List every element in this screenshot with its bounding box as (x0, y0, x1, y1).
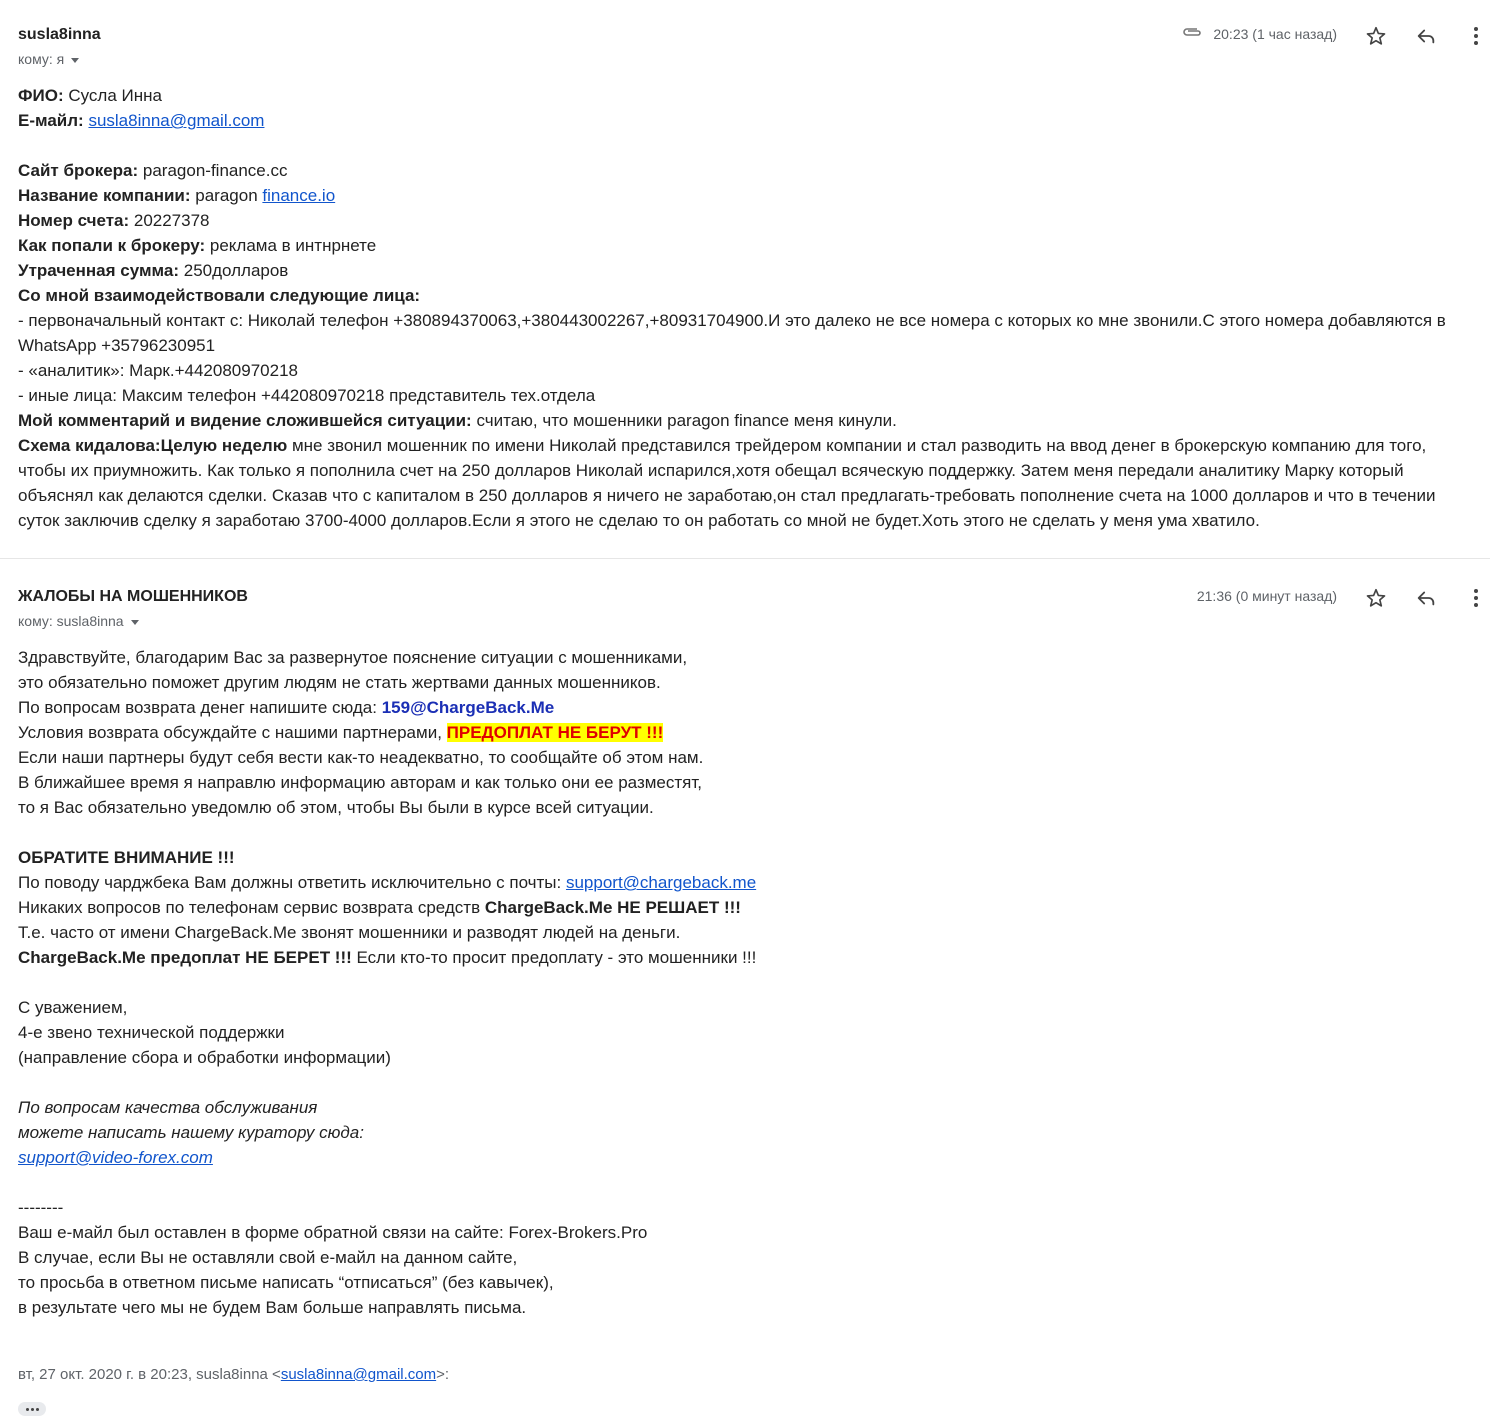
message-divider (0, 558, 1490, 559)
message-2 (0, 560, 1505, 1420)
line-contacts-heading: Со мной взаимодействовали следующие лица: (18, 286, 421, 305)
line-amount: Утраченная сумма: 250долларов (18, 261, 289, 280)
separator-line: -------- (18, 1198, 64, 1217)
email-link[interactable]: susla8inna@gmail.com (88, 111, 265, 130)
footer-line: то просьба в ответном письме написать “отписаться” (без кавычек), (18, 1273, 554, 1292)
chevron-down-icon (71, 58, 79, 63)
chargeback-email-link[interactable]: 159@ChargeBack.Me (381, 698, 555, 717)
sender-name[interactable]: ЖАЛОБЫ НА МОШЕННИКОВ (18, 588, 248, 605)
line-broker-site: Сайт брокера: paragon-finance.cc (18, 161, 288, 180)
line-scheme: Схема кидалова:Целую неделю мне звонил мошенник по имени Николай представился трейдером компании и стал разводить на ввод денег в брокерскую компанию для того, чтобы их приумножить. Как только я пополнила счет на 250 долларов Николай испарился,хотя обещал всяческую поддержку. Затем меня передали аналитику Марку который объяснял как делаются сделки. Сказав что с капиталом в 250 долларов я ничего не заработаю,он стал предлагать-требовать пополнение счета на 1000 долларов и что в течении суток заключив сделку я заработаю 3700-4000 долларов.Если я этого не сделаю то он работать со мной не будет.Хоть этого не сделать у меня ума хватило. (18, 436, 1436, 530)
quoted-email-link[interactable]: susla8inna@gmail.com (280, 1366, 437, 1383)
support-chargeback-link[interactable]: support@chargeback.me (565, 873, 757, 892)
company-link[interactable]: finance.io (262, 186, 336, 205)
message-1-body (18, 83, 1478, 533)
reply-icon[interactable] (1412, 22, 1440, 50)
chevron-down-icon (131, 620, 139, 625)
quality-line (18, 1145, 1478, 1170)
footer-line: Ваш е-майл был оставлен в форме обратной связи на сайте: Forex-Brokers.Pro (18, 1223, 648, 1242)
body-line: В ближайшее время я направлю информацию авторам и как только они ее разместят, (18, 773, 703, 792)
message-meta (1197, 588, 1337, 604)
line-contact-2: - «аналитик»: Марк.+442080970218 (18, 361, 298, 380)
ellipsis-icon (26, 1408, 29, 1411)
line-company: Название компании: paragon finance.io (18, 186, 336, 205)
body-line: Здравствуйте, благодарим Вас за развернутое пояснение ситуации с мошенниками, (18, 648, 688, 667)
highlight-notice: ПРЕДОПЛАТ НЕ БЕРУТ !!! (446, 723, 664, 742)
quality-line: можете написать нашему куратору сюда: (18, 1123, 364, 1142)
line-source: Как попали к брокеру: реклама в интнрнете (18, 236, 377, 255)
line-account: Номер счета: 20227378 (18, 211, 210, 230)
line-email: Е-майл: susla8inna@gmail.com (18, 111, 265, 130)
footer-line: в результате чего мы не будем Вам больше направлять письма. (18, 1298, 527, 1317)
message-1 (0, 0, 1505, 558)
body-line: Т.е. часто от имени ChargeBack.Me звонят мошенники и разводят людей на деньги. (18, 923, 681, 942)
curator-email-link[interactable]: support@video-forex.com (18, 1148, 213, 1167)
body-line: то я Вас обязательно уведомлю об этом, чтобы Вы были в курсе всей ситуации. (18, 798, 654, 817)
body-line: это обязательно поможет другим людям не стать жертвами данных мошенников. (18, 673, 661, 692)
message-time: 20:23 (1 час назад) (1213, 25, 1337, 42)
line-comment: Мой комментарий и видение сложившейся ситуации: считаю, что мошенники paragon finance меня кинули. (18, 411, 897, 430)
show-trimmed-content-button[interactable] (18, 1402, 46, 1416)
message-2-body (18, 645, 1478, 1320)
quoted-header: вт, 27 окт. 2020 г. в 20:23, susla8inna <susla8inna@gmail.com>: (18, 1366, 450, 1383)
recipient-label: кому: я (18, 51, 65, 67)
more-options-icon[interactable] (1462, 22, 1490, 50)
message-meta (1181, 25, 1337, 42)
star-icon[interactable] (1362, 22, 1390, 50)
paperclip-icon (1181, 25, 1203, 42)
line-contact-3: - иные лица: Максим телефон +442080970218 представитель тех.отдела (18, 386, 596, 405)
body-line: Условия возврата обсуждайте с нашими партнерами, ПРЕДОПЛАТ НЕ БЕРУТ !!! (18, 723, 664, 742)
attention-heading: ОБРАТИТЕ ВНИМАНИЕ !!! (18, 848, 235, 867)
line-contact-1: - первоначальный контакт с: Николай телефон +380894370063,+380443002267,+80931704900.И это далеко не все номера с которых ко мне звонили.С этого номера добавляются в WhatsApp +35796230951 (18, 311, 1446, 355)
body-line: Если наши партнеры будут себя вести как-то неадекватно, то сообщайте об этом нам. (18, 748, 704, 767)
quality-line: По вопросам качества обслуживания (18, 1098, 318, 1117)
body-line: ChargeBack.Me предоплат НЕ БЕРЕТ !!! Если кто-то просит предоплату - это мошенники !!! (18, 948, 757, 967)
recipient-label: кому: susla8inna (18, 613, 124, 629)
body-line: По поводу чарджбека Вам должны ответить исключительно с почты: support@chargeback.me (18, 873, 757, 892)
sender-name[interactable]: susla8inna (18, 26, 101, 43)
reply-icon[interactable] (1412, 584, 1440, 612)
message-time: 21:36 (0 минут назад) (1196, 588, 1337, 604)
footer-line: В случае, если Вы не оставляли свой е-майл на данном сайте, (18, 1248, 518, 1267)
signature-line: С уважением, (18, 998, 128, 1017)
body-line: Никаких вопросов по телефонам сервис возврата средств ChargeBack.Me НЕ РЕШАЕТ !!! (18, 898, 741, 917)
more-options-icon[interactable] (1462, 584, 1490, 612)
recipient-toggle[interactable] (18, 51, 79, 67)
line-fio: ФИО: Сусла Инна (18, 86, 162, 105)
body-line: По вопросам возврата денег напишите сюда: 159@ChargeBack.Me (18, 698, 555, 717)
signature-line: (направление сбора и обработки информации) (18, 1048, 391, 1067)
recipient-toggle[interactable] (18, 613, 139, 629)
star-icon[interactable] (1362, 584, 1390, 612)
signature-line: 4-е звено технической поддержки (18, 1023, 285, 1042)
